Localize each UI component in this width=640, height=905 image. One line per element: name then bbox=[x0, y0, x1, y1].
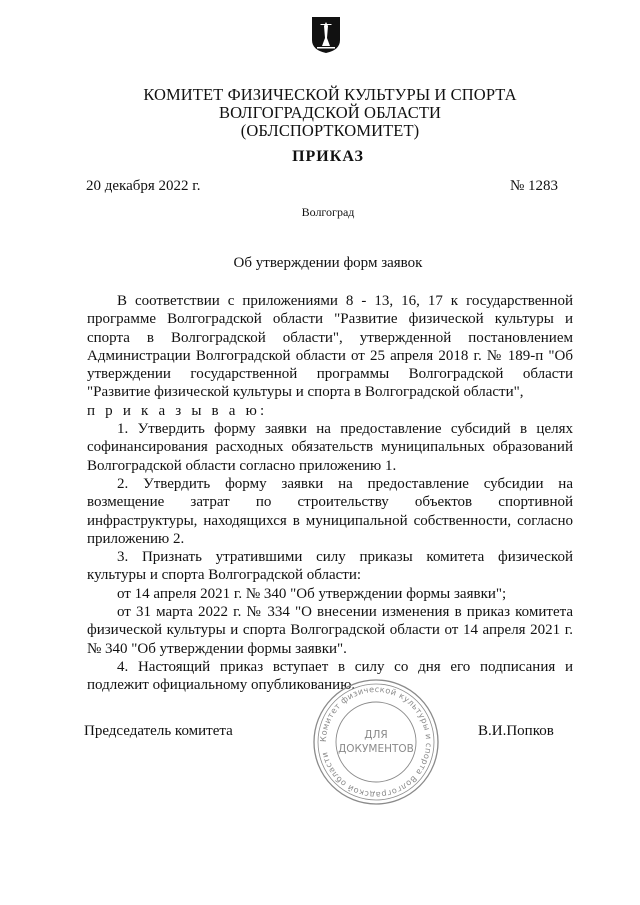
svg-text:ДОКУМЕНТОВ: ДОКУМЕНТОВ bbox=[338, 743, 414, 755]
official-stamp bbox=[310, 676, 442, 808]
document-type: ПРИКАЗ bbox=[292, 148, 364, 165]
svg-text:ДЛЯ: ДЛЯ bbox=[364, 729, 388, 741]
item-3-a: от 14 апреля 2021 г. № 340 "Об утверждении формы заявки"; bbox=[117, 585, 507, 602]
order-body bbox=[87, 292, 573, 695]
org-name-line2: ВОЛГОГРАДСКОЙ ОБЛАСТИ bbox=[218, 103, 442, 122]
stamp-ring-text: Комитет физической культуры и спорта Волгоградской области bbox=[317, 683, 435, 801]
order-date: 20 декабря 2022 г. bbox=[86, 178, 201, 194]
item-3: 3. Признать утратившими силу приказы комитета физической культуры и спорта Волгоградской области: bbox=[87, 549, 573, 584]
svg-text:Комитет физической культуры и bbox=[318, 684, 434, 800]
order-subject: Об утверждении форм заявок bbox=[233, 255, 423, 271]
preamble: В соответствии с приложениями 8 - 13, 16, 17 к государственной программе Волгоградской области "Развитие физической культуры и спорта в Волгоградской области", утвержденной постановлением Администрации Волгоградской области от 25 апреля 2018 г. № 189-п "Об утверждении государственной программы Волгоградской области "Развитие физической культуры и спорта в Волгоградской области", bbox=[87, 293, 573, 401]
order-number: № 1283 bbox=[510, 178, 559, 194]
order-directive: п р и к а з ы в а ю: bbox=[87, 402, 268, 419]
signatory-name: В.И.Попков bbox=[478, 723, 554, 739]
signatory-position: Председатель комитета bbox=[84, 723, 233, 739]
item-4: 4. Настоящий приказ вступает в силу со дня его подписания и подлежит официальному опубликованию. bbox=[87, 658, 573, 694]
item-1: 1. Утвердить форму заявки на предоставление субсидий в целях софинансирования расходных обязательств муниципальных образований Волгоградской области согласно приложению 1. bbox=[87, 421, 573, 474]
org-name-abbreviation: (ОБЛСПОРТКОМИТЕТ) bbox=[240, 121, 420, 140]
item-2: 2. Утвердить форму заявки на предоставление субсидии на возмещение затрат по строительству объектов спортивной инфраструктуры, находящихся в муниципальной собственности, согласно приложению 2. bbox=[87, 475, 573, 547]
item-3-b: от 31 марта 2022 г. № 334 "О внесении изменения в приказ комитета физической культуры и спорта Волгоградской области от 14 апреля 2021 г. № 340 "Об утверждении формы заявки". bbox=[87, 604, 573, 657]
volgograd-emblem-icon bbox=[311, 16, 341, 54]
org-name-line1: КОМИТЕТ ФИЗИЧЕСКОЙ КУЛЬТУРЫ И СПОРТА bbox=[143, 85, 517, 104]
order-city: Волгоград bbox=[301, 205, 355, 219]
